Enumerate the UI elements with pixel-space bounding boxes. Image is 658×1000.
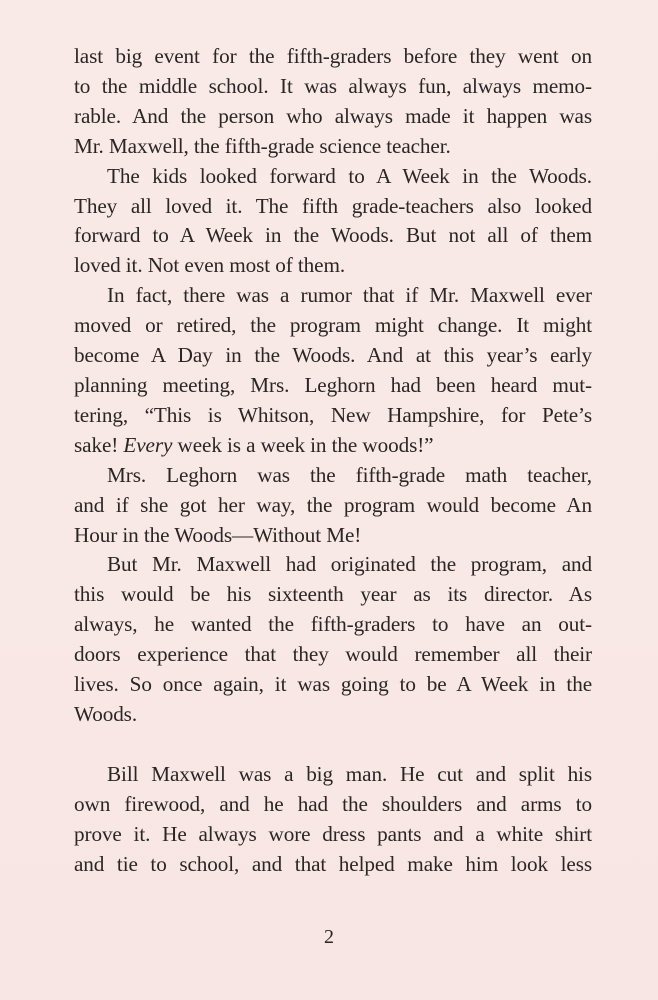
paragraph-4 bbox=[74, 461, 592, 551]
paragraph-6 bbox=[74, 760, 592, 880]
page-number: 2 bbox=[324, 926, 334, 948]
text-line: and tie to school, and that helped make him look less bbox=[74, 851, 592, 876]
text-line: always, he wanted the fifth-graders to have an out- bbox=[74, 612, 592, 637]
text-line: last big event for the fifth-graders before they went on bbox=[74, 44, 592, 68]
text-line: Woods. bbox=[74, 701, 138, 726]
text-line: They all loved it. The fifth grade-teachers also looked bbox=[74, 193, 592, 218]
paragraph-5 bbox=[74, 550, 592, 729]
text-line: become A Day in the Woods. And at this year’s early bbox=[74, 343, 592, 368]
text-segment: sake! bbox=[74, 432, 124, 457]
text-line: Mr. Maxwell, the fifth-grade science teacher. bbox=[74, 133, 451, 158]
text-line: planning meeting, Mrs. Leghorn had been heard mut- bbox=[74, 372, 592, 397]
text-line: doors experience that they would remember all their bbox=[74, 642, 592, 667]
text-line: and if she got her way, the program would become An bbox=[74, 492, 592, 517]
paragraph-1 bbox=[74, 42, 592, 162]
section-break bbox=[74, 730, 592, 760]
text-line: forward to A Week in the Woods. But not all of them bbox=[74, 223, 592, 248]
text-line: this would be his sixteenth year as its director. As bbox=[74, 582, 592, 607]
text-line: Bill Maxwell was a big man. He cut and split his bbox=[107, 761, 592, 786]
text-line: In fact, there was a rumor that if Mr. Maxwell ever bbox=[107, 283, 592, 308]
text-line: tering, “This is Whitson, New Hampshire, for Pete’s bbox=[74, 402, 592, 427]
text-line: Hour in the Woods—Without Me! bbox=[74, 522, 362, 547]
text-line: But Mr. Maxwell had originated the program, and bbox=[107, 552, 592, 577]
paragraph-3 bbox=[74, 281, 592, 460]
text-line: to the middle school. It was always fun, always memo- bbox=[74, 73, 592, 98]
text-line: rable. And the person who always made it happen was bbox=[74, 103, 592, 128]
text-line: The kids looked forward to A Week in the Woods. bbox=[107, 163, 592, 188]
text-segment: week is a week in the woods!” bbox=[172, 432, 434, 457]
text-line: own firewood, and he had the shoulders and arms to bbox=[74, 791, 592, 816]
paragraph-2 bbox=[74, 162, 592, 282]
body-text bbox=[74, 42, 592, 879]
text-line bbox=[74, 431, 592, 461]
text-line: Mrs. Leghorn was the fifth-grade math teacher, bbox=[107, 462, 592, 487]
text-line: lives. So once again, it was going to be A Week in the bbox=[74, 672, 592, 697]
text-line: moved or retired, the program might change. It might bbox=[74, 313, 592, 338]
emphasis-text: Every bbox=[123, 432, 173, 457]
text-line: loved it. Not even most of them. bbox=[74, 253, 346, 278]
text-line: prove it. He always wore dress pants and a white shirt bbox=[74, 821, 592, 846]
